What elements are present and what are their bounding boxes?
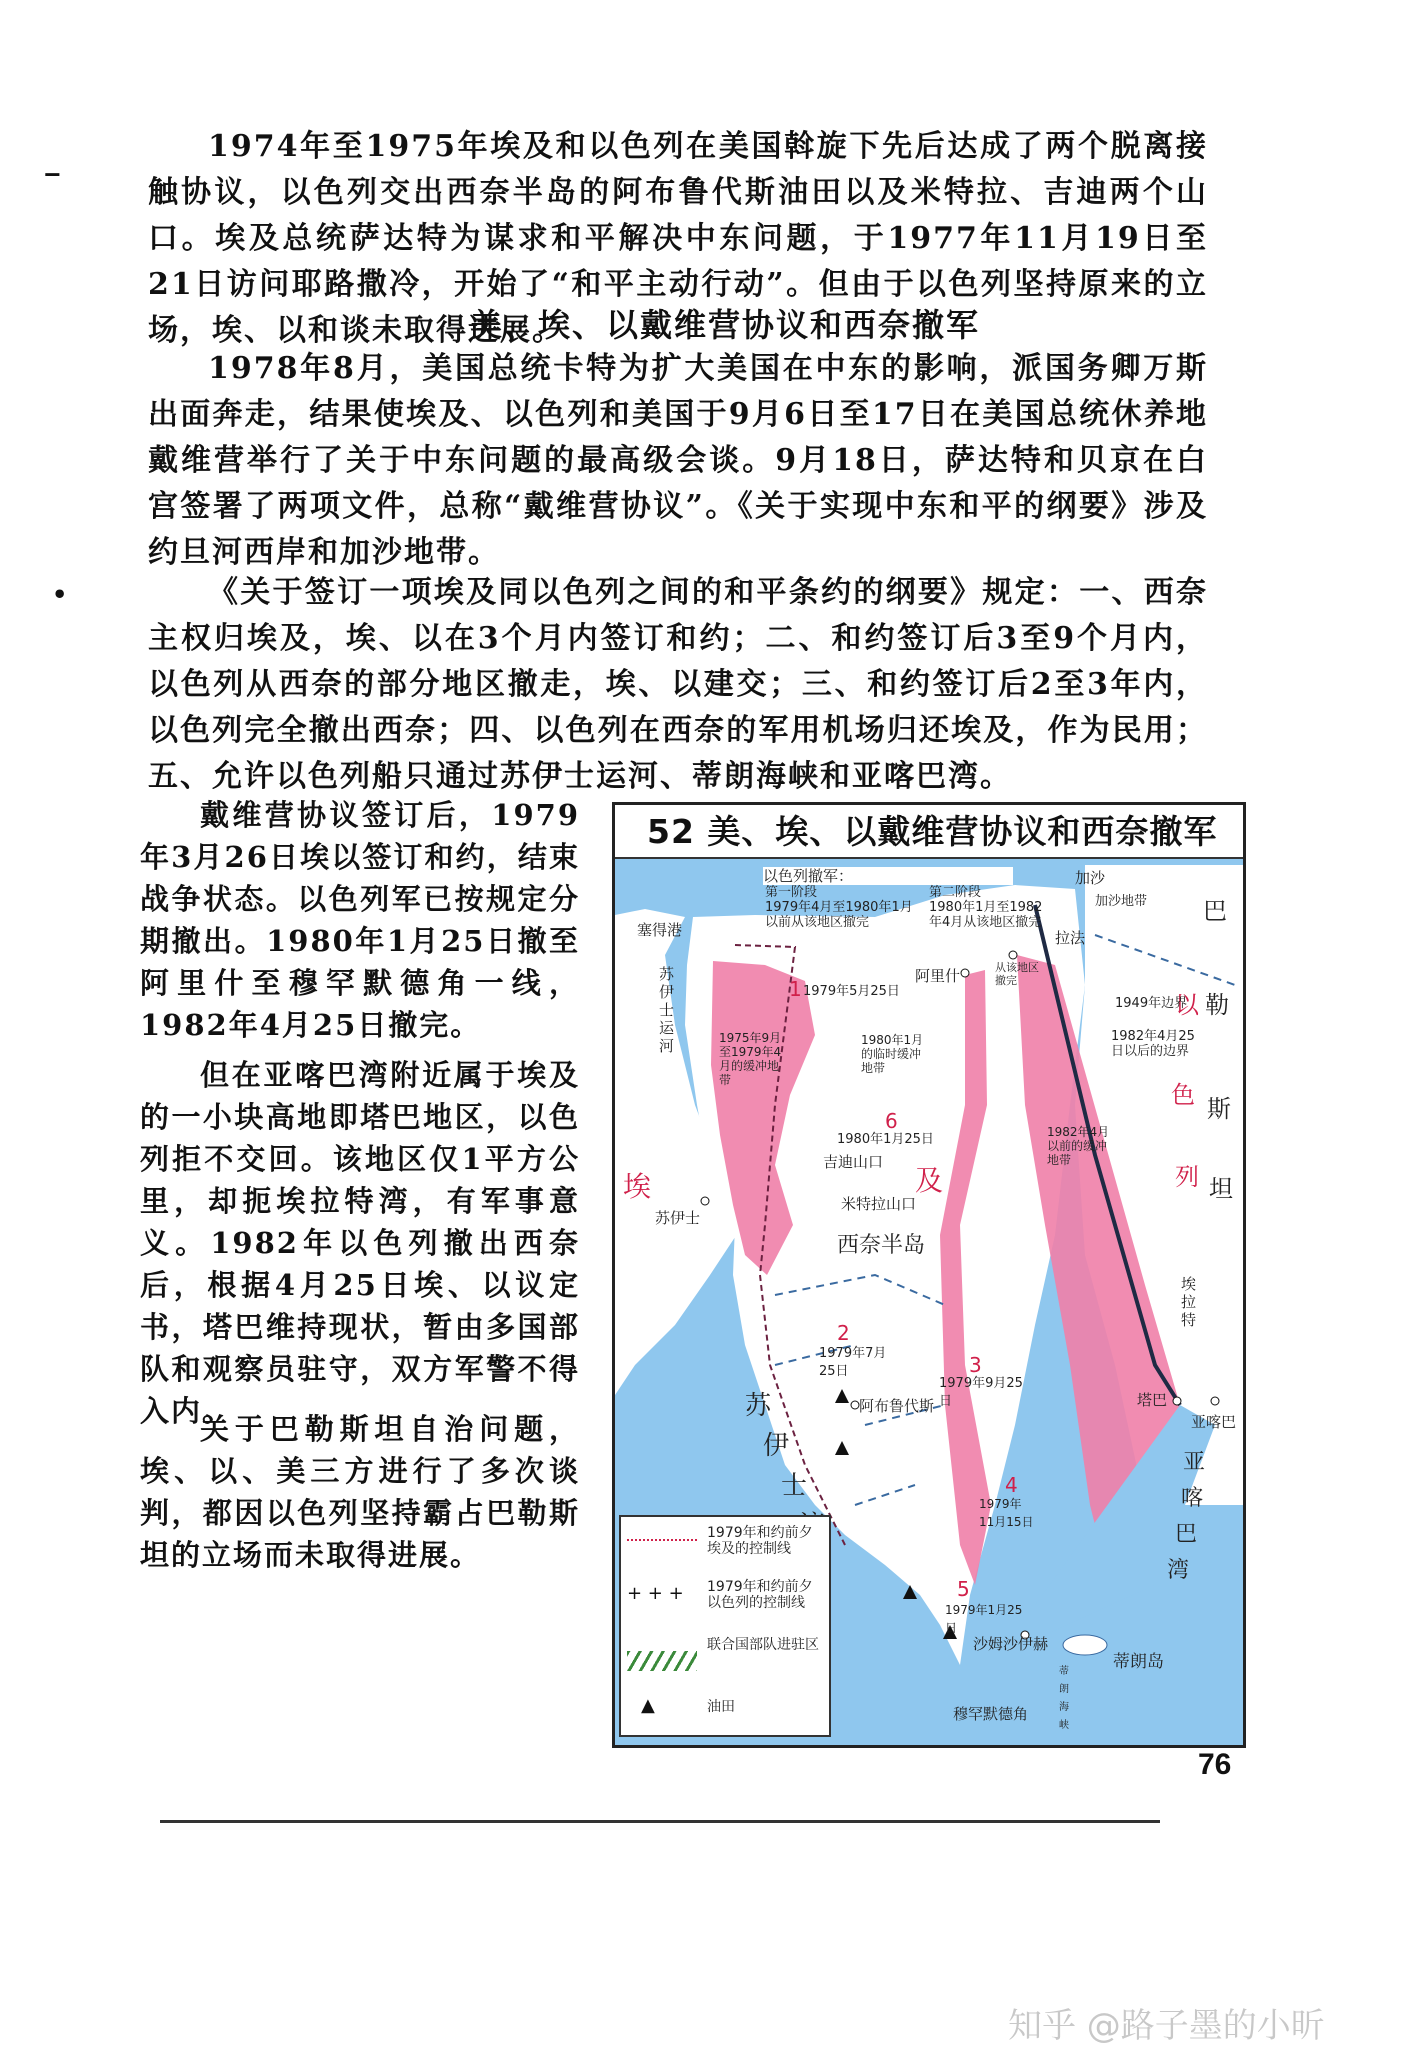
sinai-withdrawal-map [612, 802, 1246, 1748]
border-1982-label: 1982年4月25日以后的边界 [1111, 1029, 1195, 1059]
paragraph-camp-david: 1978年8月，美国总统卡特为扩大美国在中东的影响，派国务卿万斯出面奔走，结果使埃及、以色列和美国于9月6日至17日在美国总统休养地戴维营举行了关于中东问题的最高级会谈。9月18日，萨达特和贝京在白宫签署了两项文件，总称“戴维营协议”。《关于实现中东和平的纲要》涉及约旦河西岸和加沙地带。 [148, 351, 1208, 570]
zone-1-date: 1979年5月25日 [803, 984, 900, 999]
margin-mark: ‒ [44, 158, 61, 187]
map-legend [619, 1515, 831, 1737]
zone-6-date: 1980年1月25日 [837, 1132, 934, 1147]
label-port-said: 塞得港 [637, 921, 683, 939]
gulf-aqaba-char-1: 亚 [1183, 1450, 1206, 1475]
israel-char-3: 列 [1175, 1163, 1199, 1191]
israel-char-2: 色 [1171, 1081, 1195, 1109]
gulf-aqaba-char-4: 湾 [1167, 1558, 1190, 1583]
label-suez-canal: 苏伊士运河 [659, 965, 675, 1055]
label-aqaba: 亚喀巴 [1191, 1413, 1237, 1431]
town-dot [1009, 951, 1017, 959]
town-dot [961, 969, 969, 977]
town-dot [701, 1197, 709, 1205]
zone-5-date: 1979年1月25日 [945, 1603, 1023, 1635]
town-dot [851, 1401, 859, 1409]
paragraph-withdrawal: 戴维营协议签订后，1979年3月26日埃以签订和约，结束战争状态。以色列军已按规定分期撤出。1980年1月25日撤至阿里什至穆罕默德角一线，1982年4月25日撤完。 [140, 798, 580, 1042]
zone-4-date: 1979年11月15日 [979, 1497, 1034, 1529]
label-rafah: 拉法 [1055, 929, 1086, 947]
label-ras-muhammad: 穆罕默德角 [953, 1705, 1029, 1723]
label-tiran-strait: 蒂朗海峡 [1059, 1666, 1069, 1731]
footer-rule [160, 1820, 1160, 1823]
gulf-aqaba-char-2: 喀 [1181, 1486, 1204, 1511]
legend-label: 1979年和约前夕埃及的控制线 [707, 1525, 813, 1557]
buffer-1975-label: 1975年9月至1979年4月的缓冲地带 [719, 1031, 782, 1087]
zone-3-number: 3 [969, 1353, 982, 1377]
town-dot [1211, 1397, 1219, 1405]
label-tiran: 蒂朗岛 [1113, 1652, 1164, 1672]
town-dot [1173, 1397, 1181, 1405]
buffer-1980-label: 1980年1月的临时缓冲地带 [861, 1033, 924, 1075]
page-number: 76 [1198, 1748, 1232, 1781]
palestine-char-4: 坦 [1209, 1175, 1233, 1203]
paragraph-intro: 1974年至1975年埃及和以色列在美国斡旋下先后达成了两个脱离接触协议，以色列交出西奈半岛的阿布鲁代斯油田以及米特拉、吉迪两个山口。埃及总统萨达特为谋求和平解决中东问题，于1977年11月19日至21日访问耶路撒冷，开始了“和平主动行动”。但由于以色列坚持原来的立场，埃、以和谈未取得进展。 [148, 129, 1208, 348]
label-gaza-strip: 加沙地带 [1095, 894, 1148, 909]
zone-4-number: 4 [1005, 1473, 1018, 1497]
tiran-island [1063, 1635, 1107, 1655]
gulf-aqaba-char-3: 巴 [1175, 1522, 1198, 1547]
label-egypt-2: 及 [915, 1164, 944, 1197]
palestine-char-3: 斯 [1207, 1095, 1231, 1123]
label-giddi: 吉迪山口 [823, 1153, 884, 1171]
gulf-suez-char-1: 苏 [745, 1391, 772, 1421]
label-abu-rudeis: 阿布鲁代斯 [859, 1397, 935, 1415]
label-mitla: 米特拉山口 [841, 1195, 917, 1213]
border-1949-label: 1949年边界 [1115, 996, 1188, 1011]
legend-label: 1979年和约前夕以色列的控制线 [707, 1579, 813, 1611]
legend-item-israel-line [627, 1579, 827, 1629]
map-title: 52 美、埃、以戴维营协议和西奈撤军 [615, 805, 1243, 859]
label-sinai: 西奈半岛 [837, 1233, 926, 1258]
gulf-suez-char-2: 伊 [763, 1431, 790, 1461]
label-arish: 阿里什 [915, 967, 961, 985]
zone-6-number: 6 [885, 1109, 898, 1133]
palestine-char-1: 巴 [1203, 897, 1227, 925]
legend-label: 联合国部队进驻区 [707, 1637, 819, 1653]
phase-header: 以色列撤军： [763, 867, 1013, 885]
zone-2-number: 2 [837, 1321, 850, 1345]
oilfield-icon: ▲ [641, 1695, 655, 1716]
zone-1-number: 1 [789, 977, 802, 1001]
label-egypt-1: 埃 [623, 1170, 652, 1203]
buffer-1982-label: 1982年4月以前的缓冲地带 [1047, 1125, 1110, 1167]
israel-char-1: 以 [1175, 991, 1199, 1019]
margin-dot: • [52, 580, 68, 609]
phase-two: 第二阶段 1980年1月至1982年4月从该地区撤完 [929, 885, 1043, 930]
paragraph-taba: 但在亚喀巴湾附近属于埃及的一小块高地即塔巴地区，以色列拒不交回。该地区仅1平方公里，却扼埃拉特湾，有军事意义。1982年以色列撤出西奈后，根据4月25日埃、以议定书，塔巴维持现状，暂由多国部队和观察员驻守，双方军警不得入内。 [140, 1058, 580, 1428]
gulf-suez-char-3: 士 [781, 1471, 808, 1501]
label-gaza: 加沙 [1075, 869, 1106, 887]
paragraph-palestine: 关于巴勒斯坦自治问题，埃、以、美三方进行了多次谈判，都因以色列坚持霸占巴勒斯坦的立场而未取得进展。 [140, 1412, 580, 1572]
withdrawal-area-label: 从该地区撤完 [995, 961, 1039, 987]
zone-2-date: 1979年7月25日 [819, 1346, 887, 1379]
zone-5-number: 5 [957, 1577, 970, 1601]
hatch-swatch [627, 1651, 697, 1671]
paragraph-treaty-outline: 《关于签订一项埃及同以色列之间的和平条约的纲要》规定：一、西奈主权归埃及，埃、以在3个月内签订和约；二、和约签订后3至9个月内，以色列从西奈的部分地区撤走，埃、以建交；三、和约签订后2至3年内，以色列完全撤出西奈；四、以色列在西奈的军用机场归还埃及，作为民用；五、允许以色列船只通过苏伊士运河、蒂朗海峡和亚喀巴湾。 [148, 575, 1208, 794]
zone-3-date: 1979年9月25日 [939, 1376, 1023, 1409]
label-taba: 塔巴 [1137, 1391, 1168, 1409]
crosses-swatch: + + + [627, 1583, 684, 1604]
legend-label: 油田 [707, 1699, 735, 1715]
palestine-char-2: 勒 [1205, 991, 1229, 1019]
legend-item-oilfield [627, 1687, 827, 1737]
legend-item-un-zone [627, 1637, 827, 1687]
section-heading: 美、埃、以戴维营协议和西奈撤军 [470, 306, 981, 344]
legend-item-egypt-line [627, 1525, 827, 1575]
label-suez: 苏伊士 [655, 1209, 701, 1227]
label-sharm: 沙姆沙伊赫 [973, 1635, 1049, 1653]
label-eilat: 埃拉特 [1181, 1275, 1197, 1329]
phase-one: 第一阶段 1979年4月至1980年1月以前从该地区撤完 [765, 885, 913, 930]
egypt-line-swatch [627, 1539, 697, 1561]
watermark: 知乎 @路子墨的小昕 [1008, 2006, 1325, 2046]
